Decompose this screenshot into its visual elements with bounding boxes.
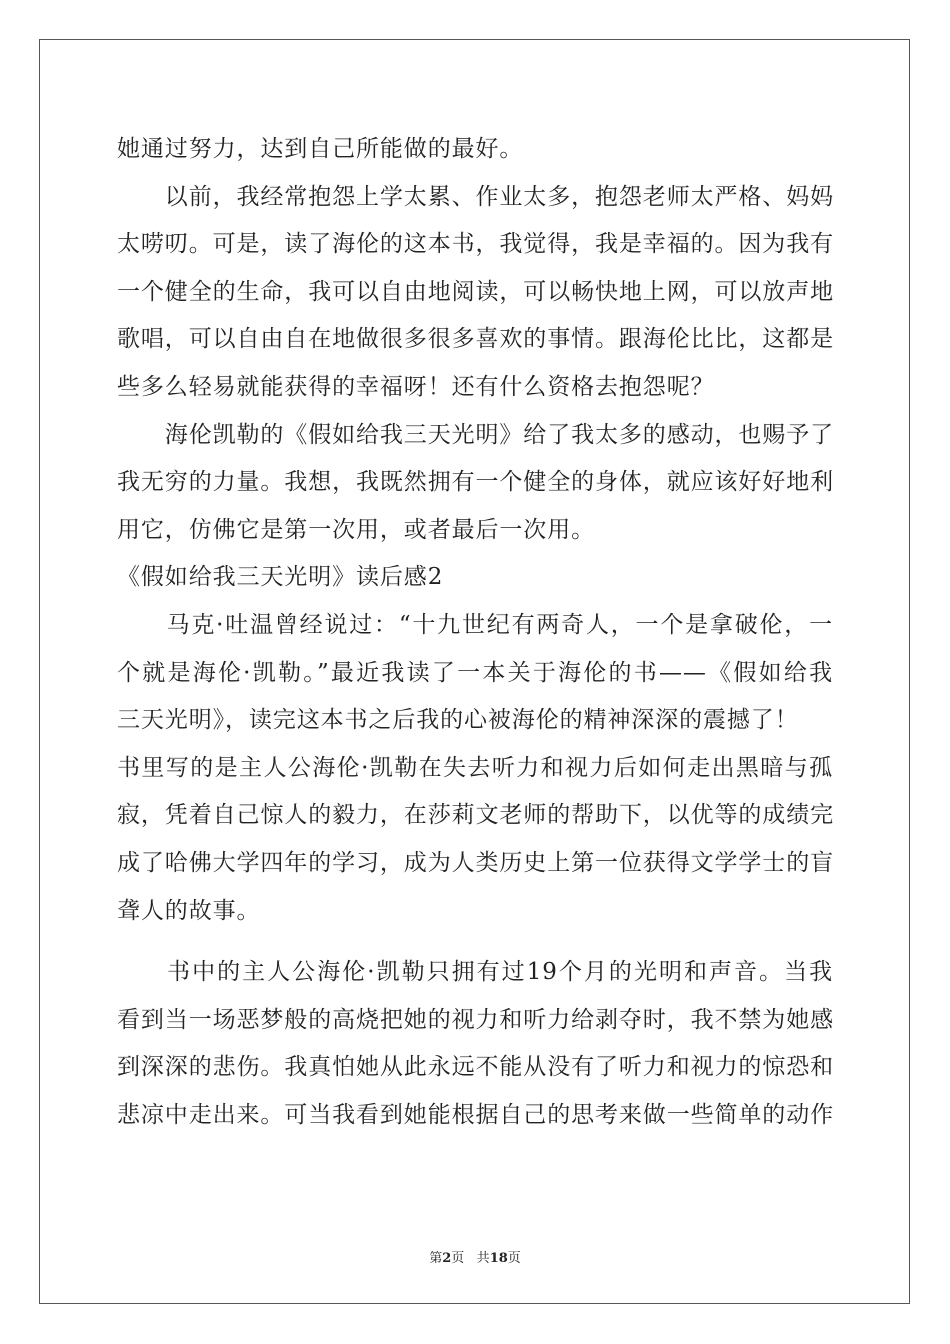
text-line: 用它，仿佛它是第一次用，或者最后一次用。 [117, 516, 595, 543]
page-suffix: 页 [451, 1251, 465, 1266]
section-heading: 《假如给我三天光明》读后感2 [117, 564, 444, 591]
text-line: 我无穷的力量。我想，我既然拥有一个健全的身体，就应该好好地利 [117, 469, 834, 496]
total-prefix: 共 [476, 1251, 490, 1266]
text-line: 到深深的悲伤。我真怕她从此永远不能从没有了听力和视力的惊恐和 [117, 1054, 834, 1081]
text-line: 个就是海伦·凯勒。”最近我读了一本关于海伦的书——《假如给我 [117, 659, 833, 686]
text-line: 书里写的是主人公海伦·凯勒在失去听力和视力后如何走出黑暗与孤 [117, 754, 833, 781]
text-line: 马克·吐温曾经说过：“十九世纪有两奇人，一个是拿破伦，一 [117, 611, 833, 638]
text-line: 聋人的故事。 [117, 897, 261, 924]
text-line: 歌唱，可以自由自在地做很多很多喜欢的事情。跟海伦比比，这都是 [117, 326, 834, 353]
text-line: 三天光明》，读完这本书之后我的心被海伦的精神深深的震撼了！ [117, 707, 799, 734]
text-line: 些多么轻易就能获得的幸福呀！还有什么资格去抱怨呢？ [117, 373, 715, 400]
document-body [117, 126, 833, 1139]
text-line: 成了哈佛大学四年的学习，成为人类历史上第一位获得文学学士的盲 [117, 849, 834, 876]
text-line: 以前，我经常抱怨上学太累、作业太多，抱怨老师太严格、妈妈 [117, 183, 834, 210]
text-line: 太唠叨。可是，读了海伦的这本书，我觉得，我是幸福的。因为我有 [117, 231, 834, 258]
total-pages: 18 [489, 1251, 508, 1266]
page-number: 2 [442, 1251, 452, 1266]
text-line: 一个健全的生命，我可以自由地阅读，可以畅快地上网，可以放声地 [117, 278, 834, 305]
text-line: 看到当一场恶梦般的高烧把她的视力和听力给剥夺时，我不禁为她感 [117, 1006, 834, 1033]
text-line: 悲凉中走出来。可当我看到她能根据自己的思考来做一些简单的动作 [117, 1101, 834, 1128]
text-line: 寂，凭着自己惊人的毅力，在莎莉文老师的帮助下，以优等的成绩完 [117, 802, 834, 829]
page-prefix: 第 [429, 1251, 443, 1266]
page-footer [0, 1247, 950, 1266]
text-line: 她通过努力，达到自己所能做的最好。 [117, 136, 524, 162]
text-line: 书中的主人公海伦·凯勒只拥有过19个月的光明和声音。当我 [117, 959, 833, 986]
total-suffix: 页 [507, 1251, 521, 1266]
text-line: 海伦凯勒的《假如给我三天光明》给了我太多的感动，也赐予了 [117, 421, 834, 448]
